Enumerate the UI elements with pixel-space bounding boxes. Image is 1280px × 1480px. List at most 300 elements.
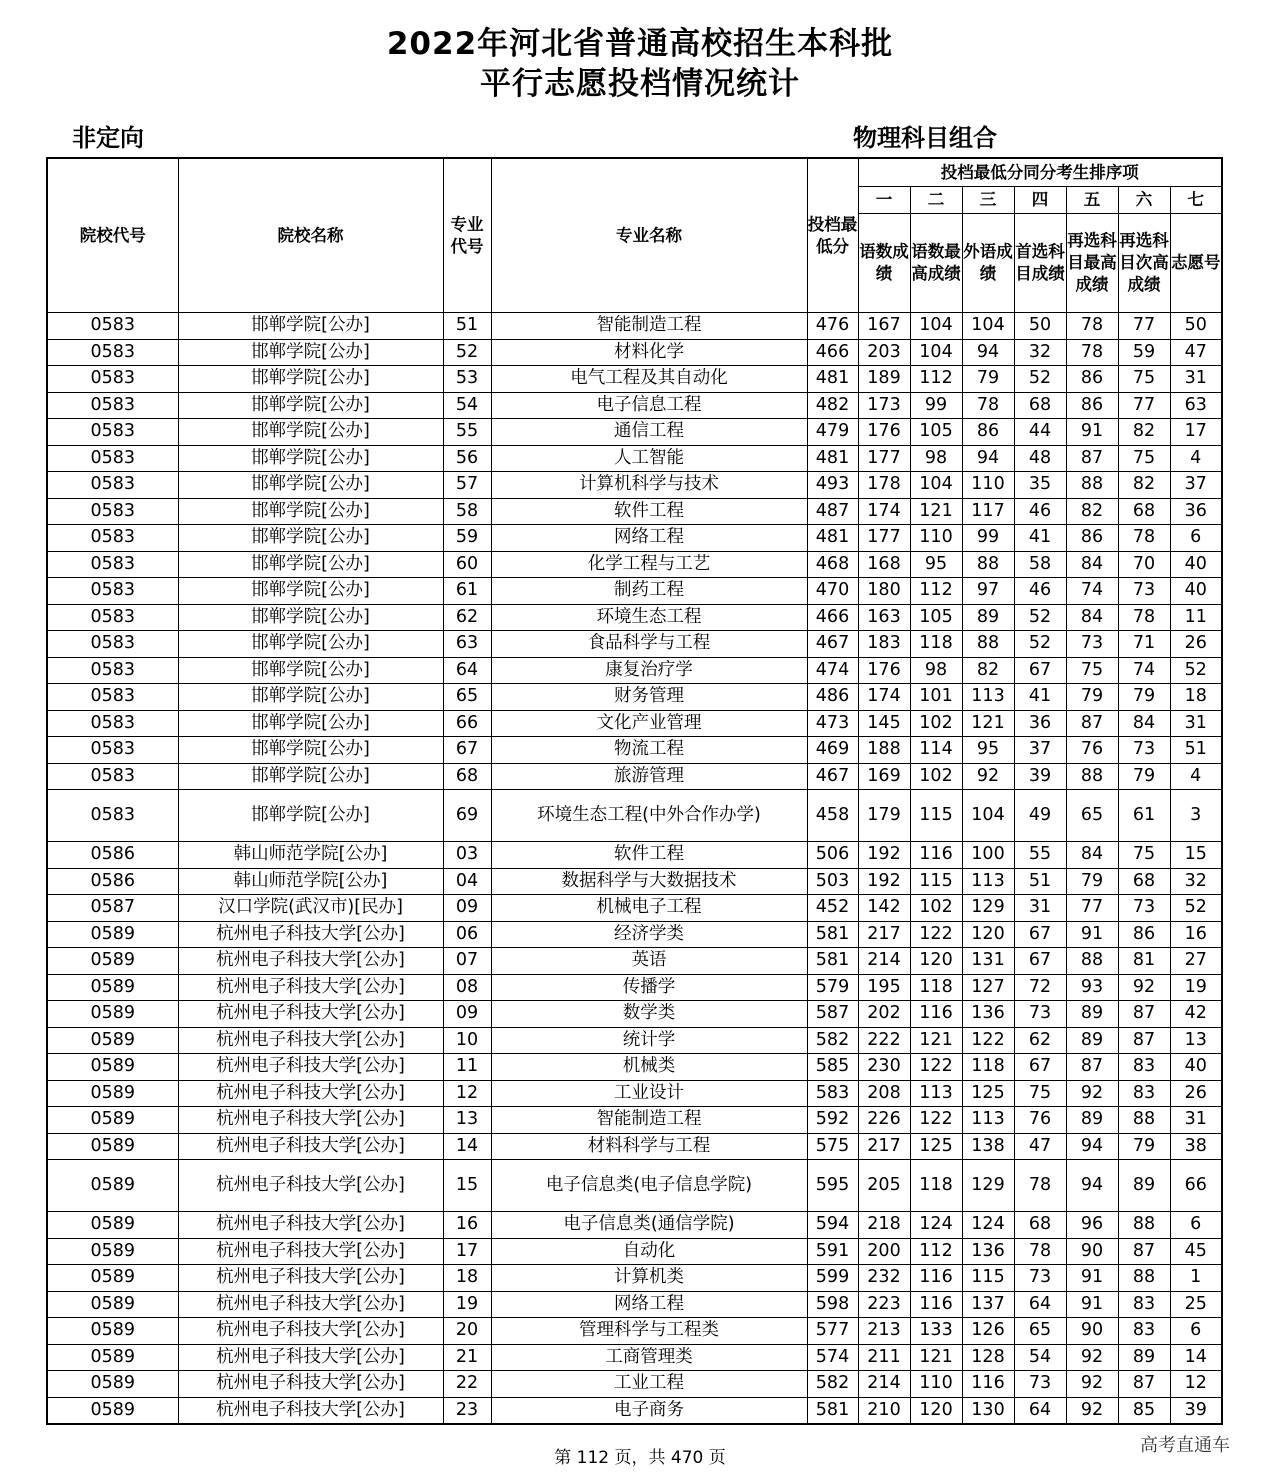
chinese-math-max-cell: 98 <box>910 445 962 472</box>
table-row <box>47 1133 1222 1160</box>
school-name-cell: 杭州电子科技大学[公办] <box>178 948 443 975</box>
foreign-language-cell: 104 <box>962 313 1014 340</box>
preference-number-cell: 63 <box>1170 392 1222 419</box>
header-primary-subject: 首选科目成绩 <box>1014 214 1066 313</box>
major-code-cell: 15 <box>443 1160 491 1212</box>
chinese-math-max-cell: 104 <box>910 472 962 499</box>
chinese-math-cell: 226 <box>858 1107 910 1134</box>
major-code-cell: 21 <box>443 1344 491 1371</box>
primary-subject-cell: 67 <box>1014 657 1066 684</box>
elective-second-cell: 77 <box>1118 313 1170 340</box>
header-rank-1: 一 <box>858 187 910 214</box>
school-code-cell: 0589 <box>47 1371 178 1398</box>
chinese-math-cell: 179 <box>858 790 910 842</box>
elective-max-cell: 84 <box>1066 842 1118 869</box>
elective-max-cell: 91 <box>1066 1265 1118 1292</box>
preference-number-cell: 40 <box>1170 1054 1222 1081</box>
major-code-cell: 68 <box>443 763 491 790</box>
major-name-cell: 电子信息工程 <box>491 392 807 419</box>
foreign-language-cell: 129 <box>962 895 1014 922</box>
table-row <box>47 1054 1222 1081</box>
chinese-math-max-cell: 105 <box>910 604 962 631</box>
major-code-cell: 51 <box>443 313 491 340</box>
school-name-cell: 杭州电子科技大学[公办] <box>178 1318 443 1345</box>
elective-second-cell: 73 <box>1118 895 1170 922</box>
elective-second-cell: 88 <box>1118 1212 1170 1239</box>
table-row <box>47 1027 1222 1054</box>
primary-subject-cell: 64 <box>1014 1397 1066 1424</box>
elective-second-cell: 73 <box>1118 578 1170 605</box>
elective-second-cell: 83 <box>1118 1318 1170 1345</box>
major-code-cell: 09 <box>443 1001 491 1028</box>
preference-number-cell: 3 <box>1170 790 1222 842</box>
chinese-math-max-cell: 125 <box>910 1133 962 1160</box>
school-name-cell: 杭州电子科技大学[公办] <box>178 1397 443 1424</box>
header-preference-number: 志愿号 <box>1170 214 1222 313</box>
major-code-cell: 56 <box>443 445 491 472</box>
elective-max-cell: 90 <box>1066 1238 1118 1265</box>
chinese-math-max-cell: 112 <box>910 578 962 605</box>
major-code-cell: 14 <box>443 1133 491 1160</box>
major-name-cell: 食品科学与工程 <box>491 631 807 658</box>
chinese-math-cell: 205 <box>858 1160 910 1212</box>
header-elective-second: 再选科目次高成绩 <box>1118 214 1170 313</box>
preference-number-cell: 39 <box>1170 1397 1222 1424</box>
primary-subject-cell: 78 <box>1014 1160 1066 1212</box>
chinese-math-cell: 183 <box>858 631 910 658</box>
major-name-cell: 管理科学与工程类 <box>491 1318 807 1345</box>
chinese-math-cell: 213 <box>858 1318 910 1345</box>
table-row <box>47 1080 1222 1107</box>
table-row <box>47 472 1222 499</box>
school-code-cell: 0583 <box>47 657 178 684</box>
elective-second-cell: 82 <box>1118 472 1170 499</box>
major-name-cell: 财务管理 <box>491 684 807 711</box>
major-name-cell: 工业工程 <box>491 1371 807 1398</box>
primary-subject-cell: 54 <box>1014 1344 1066 1371</box>
primary-subject-cell: 68 <box>1014 1212 1066 1239</box>
elective-second-cell: 82 <box>1118 419 1170 446</box>
major-name-cell: 英语 <box>491 948 807 975</box>
min-score-cell: 577 <box>807 1318 858 1345</box>
elective-max-cell: 89 <box>1066 1027 1118 1054</box>
table-row <box>47 1397 1222 1424</box>
chinese-math-cell: 192 <box>858 868 910 895</box>
major-code-cell: 52 <box>443 339 491 366</box>
chinese-math-max-cell: 105 <box>910 419 962 446</box>
major-code-cell: 06 <box>443 921 491 948</box>
header-major-name: 专业名称 <box>491 158 807 313</box>
min-score-cell: 469 <box>807 737 858 764</box>
min-score-cell: 467 <box>807 763 858 790</box>
page-title-line2: 平行志愿投档情况统计 <box>480 66 800 102</box>
min-score-cell: 468 <box>807 551 858 578</box>
primary-subject-cell: 75 <box>1014 1080 1066 1107</box>
preference-number-cell: 14 <box>1170 1344 1222 1371</box>
school-code-cell: 0583 <box>47 763 178 790</box>
header-major-code: 专业代号 <box>443 158 491 313</box>
foreign-language-cell: 100 <box>962 842 1014 869</box>
preference-number-cell: 45 <box>1170 1238 1222 1265</box>
major-code-cell: 12 <box>443 1080 491 1107</box>
school-name-cell: 杭州电子科技大学[公办] <box>178 1133 443 1160</box>
school-name-cell: 杭州电子科技大学[公办] <box>178 1160 443 1212</box>
primary-subject-cell: 31 <box>1014 895 1066 922</box>
major-name-cell: 智能制造工程 <box>491 1107 807 1134</box>
preference-number-cell: 6 <box>1170 525 1222 552</box>
min-score-cell: 592 <box>807 1107 858 1134</box>
table-row <box>47 419 1222 446</box>
major-code-cell: 66 <box>443 710 491 737</box>
school-code-cell: 0583 <box>47 631 178 658</box>
primary-subject-cell: 41 <box>1014 525 1066 552</box>
major-name-cell: 机械电子工程 <box>491 895 807 922</box>
primary-subject-cell: 68 <box>1014 392 1066 419</box>
major-code-cell: 20 <box>443 1318 491 1345</box>
elective-second-cell: 79 <box>1118 763 1170 790</box>
school-name-cell: 韩山师范学院[公办] <box>178 842 443 869</box>
foreign-language-cell: 130 <box>962 1397 1014 1424</box>
school-name-cell: 邯郸学院[公办] <box>178 551 443 578</box>
foreign-language-cell: 78 <box>962 392 1014 419</box>
preference-number-cell: 17 <box>1170 419 1222 446</box>
chinese-math-max-cell: 120 <box>910 1397 962 1424</box>
school-name-cell: 杭州电子科技大学[公办] <box>178 1107 443 1134</box>
header-tiebreak-group: 投档最低分同分考生排序项 <box>858 158 1222 187</box>
school-name-cell: 邯郸学院[公办] <box>178 472 443 499</box>
primary-subject-cell: 39 <box>1014 763 1066 790</box>
elective-second-cell: 61 <box>1118 790 1170 842</box>
min-score-cell: 574 <box>807 1344 858 1371</box>
table-row <box>47 1318 1222 1345</box>
major-code-cell: 03 <box>443 842 491 869</box>
foreign-language-cell: 99 <box>962 525 1014 552</box>
elective-max-cell: 79 <box>1066 684 1118 711</box>
major-name-cell: 康复治疗学 <box>491 657 807 684</box>
chinese-math-cell: 174 <box>858 684 910 711</box>
foreign-language-cell: 120 <box>962 921 1014 948</box>
chinese-math-cell: 188 <box>858 737 910 764</box>
elective-second-cell: 88 <box>1118 1265 1170 1292</box>
elective-max-cell: 75 <box>1066 657 1118 684</box>
primary-subject-cell: 58 <box>1014 551 1066 578</box>
header-rank-2: 二 <box>910 187 962 214</box>
elective-second-cell: 78 <box>1118 604 1170 631</box>
primary-subject-cell: 73 <box>1014 1371 1066 1398</box>
foreign-language-cell: 113 <box>962 1107 1014 1134</box>
min-score-cell: 487 <box>807 498 858 525</box>
school-code-cell: 0583 <box>47 737 178 764</box>
major-name-cell: 工业设计 <box>491 1080 807 1107</box>
elective-max-cell: 88 <box>1066 763 1118 790</box>
school-code-cell: 0589 <box>47 1238 178 1265</box>
elective-max-cell: 92 <box>1066 1080 1118 1107</box>
header-foreign-language: 外语成绩 <box>962 214 1014 313</box>
elective-max-cell: 94 <box>1066 1160 1118 1212</box>
table-row <box>47 1160 1222 1212</box>
min-score-cell: 581 <box>807 921 858 948</box>
preference-number-cell: 52 <box>1170 895 1222 922</box>
foreign-language-cell: 136 <box>962 1238 1014 1265</box>
min-score-cell: 594 <box>807 1212 858 1239</box>
chinese-math-cell: 223 <box>858 1291 910 1318</box>
chinese-math-cell: 168 <box>858 551 910 578</box>
table-row <box>47 1344 1222 1371</box>
table-row <box>47 631 1222 658</box>
foreign-language-cell: 79 <box>962 366 1014 393</box>
table-row <box>47 392 1222 419</box>
school-name-cell: 杭州电子科技大学[公办] <box>178 921 443 948</box>
preference-number-cell: 36 <box>1170 498 1222 525</box>
elective-second-cell: 74 <box>1118 657 1170 684</box>
elective-second-cell: 84 <box>1118 710 1170 737</box>
school-code-cell: 0583 <box>47 498 178 525</box>
primary-subject-cell: 52 <box>1014 604 1066 631</box>
min-score-cell: 482 <box>807 392 858 419</box>
school-name-cell: 邯郸学院[公办] <box>178 339 443 366</box>
foreign-language-cell: 97 <box>962 578 1014 605</box>
foreign-language-cell: 128 <box>962 1344 1014 1371</box>
major-code-cell: 18 <box>443 1265 491 1292</box>
table-row <box>47 525 1222 552</box>
elective-second-cell: 92 <box>1118 974 1170 1001</box>
chinese-math-max-cell: 104 <box>910 339 962 366</box>
school-code-cell: 0589 <box>47 1291 178 1318</box>
school-code-cell: 0583 <box>47 790 178 842</box>
header-min-score: 投档最低分 <box>807 158 858 313</box>
chinese-math-cell: 177 <box>858 525 910 552</box>
school-name-cell: 邯郸学院[公办] <box>178 684 443 711</box>
min-score-cell: 506 <box>807 842 858 869</box>
primary-subject-cell: 51 <box>1014 868 1066 895</box>
major-name-cell: 电子商务 <box>491 1397 807 1424</box>
min-score-cell: 583 <box>807 1080 858 1107</box>
primary-subject-cell: 78 <box>1014 1238 1066 1265</box>
school-name-cell: 杭州电子科技大学[公办] <box>178 1238 443 1265</box>
elective-second-cell: 59 <box>1118 339 1170 366</box>
foreign-language-cell: 122 <box>962 1027 1014 1054</box>
header-school-code: 院校代号 <box>47 158 178 313</box>
school-code-cell: 0589 <box>47 1027 178 1054</box>
school-code-cell: 0583 <box>47 366 178 393</box>
school-name-cell: 邯郸学院[公办] <box>178 631 443 658</box>
school-code-cell: 0583 <box>47 710 178 737</box>
major-code-cell: 54 <box>443 392 491 419</box>
school-name-cell: 邯郸学院[公办] <box>178 790 443 842</box>
chinese-math-cell: 189 <box>858 366 910 393</box>
major-code-cell: 67 <box>443 737 491 764</box>
elective-max-cell: 86 <box>1066 366 1118 393</box>
elective-second-cell: 88 <box>1118 1107 1170 1134</box>
chinese-math-max-cell: 118 <box>910 1160 962 1212</box>
preference-number-cell: 26 <box>1170 1080 1222 1107</box>
table-row <box>47 1107 1222 1134</box>
min-score-cell: 479 <box>807 419 858 446</box>
preference-number-cell: 11 <box>1170 604 1222 631</box>
chinese-math-max-cell: 118 <box>910 631 962 658</box>
preference-number-cell: 12 <box>1170 1371 1222 1398</box>
chinese-math-max-cell: 98 <box>910 657 962 684</box>
preference-number-cell: 42 <box>1170 1001 1222 1028</box>
primary-subject-cell: 41 <box>1014 684 1066 711</box>
school-name-cell: 杭州电子科技大学[公办] <box>178 1265 443 1292</box>
primary-subject-cell: 46 <box>1014 578 1066 605</box>
school-name-cell: 邯郸学院[公办] <box>178 419 443 446</box>
preference-number-cell: 51 <box>1170 737 1222 764</box>
foreign-language-cell: 116 <box>962 1371 1014 1398</box>
major-name-cell: 材料科学与工程 <box>491 1133 807 1160</box>
elective-max-cell: 90 <box>1066 1318 1118 1345</box>
chinese-math-max-cell: 113 <box>910 1080 962 1107</box>
school-name-cell: 韩山师范学院[公办] <box>178 868 443 895</box>
major-code-cell: 13 <box>443 1107 491 1134</box>
chinese-math-max-cell: 102 <box>910 710 962 737</box>
primary-subject-cell: 49 <box>1014 790 1066 842</box>
major-code-cell: 62 <box>443 604 491 631</box>
preference-number-cell: 13 <box>1170 1027 1222 1054</box>
foreign-language-cell: 95 <box>962 737 1014 764</box>
school-code-cell: 0589 <box>47 974 178 1001</box>
table-row <box>47 895 1222 922</box>
foreign-language-cell: 104 <box>962 790 1014 842</box>
school-name-cell: 杭州电子科技大学[公办] <box>178 1212 443 1239</box>
table-row <box>47 763 1222 790</box>
major-code-cell: 22 <box>443 1371 491 1398</box>
elective-max-cell: 91 <box>1066 921 1118 948</box>
preference-number-cell: 31 <box>1170 366 1222 393</box>
elective-second-cell: 79 <box>1118 1133 1170 1160</box>
table-row <box>47 1238 1222 1265</box>
elective-second-cell: 87 <box>1118 1001 1170 1028</box>
school-code-cell: 0583 <box>47 339 178 366</box>
table-row <box>47 1265 1222 1292</box>
elective-max-cell: 76 <box>1066 737 1118 764</box>
elective-max-cell: 82 <box>1066 498 1118 525</box>
table-header <box>47 158 1222 313</box>
school-name-cell: 邯郸学院[公办] <box>178 392 443 419</box>
preference-number-cell: 37 <box>1170 472 1222 499</box>
school-code-cell: 0583 <box>47 551 178 578</box>
elective-max-cell: 89 <box>1066 1107 1118 1134</box>
major-name-cell: 制药工程 <box>491 578 807 605</box>
foreign-language-cell: 129 <box>962 1160 1014 1212</box>
min-score-cell: 481 <box>807 445 858 472</box>
min-score-cell: 575 <box>807 1133 858 1160</box>
school-code-cell: 0589 <box>47 1265 178 1292</box>
chinese-math-max-cell: 121 <box>910 1027 962 1054</box>
chinese-math-cell: 145 <box>858 710 910 737</box>
elective-max-cell: 89 <box>1066 1001 1118 1028</box>
foreign-language-cell: 131 <box>962 948 1014 975</box>
elective-max-cell: 88 <box>1066 948 1118 975</box>
min-score-cell: 458 <box>807 790 858 842</box>
elective-max-cell: 65 <box>1066 790 1118 842</box>
table-row <box>47 657 1222 684</box>
elective-second-cell: 87 <box>1118 1238 1170 1265</box>
school-name-cell: 汉口学院(武汉市)[民办] <box>178 895 443 922</box>
major-name-cell: 软件工程 <box>491 498 807 525</box>
preference-number-cell: 16 <box>1170 921 1222 948</box>
major-name-cell: 软件工程 <box>491 842 807 869</box>
min-score-cell: 474 <box>807 657 858 684</box>
preference-number-cell: 50 <box>1170 313 1222 340</box>
elective-second-cell: 89 <box>1118 1160 1170 1212</box>
major-name-cell: 电子信息类(电子信息学院) <box>491 1160 807 1212</box>
school-code-cell: 0583 <box>47 525 178 552</box>
major-code-cell: 07 <box>443 948 491 975</box>
major-code-cell: 09 <box>443 895 491 922</box>
major-code-cell: 53 <box>443 366 491 393</box>
table-row <box>47 339 1222 366</box>
chinese-math-cell: 222 <box>858 1027 910 1054</box>
min-score-cell: 587 <box>807 1001 858 1028</box>
major-name-cell: 通信工程 <box>491 419 807 446</box>
school-name-cell: 邯郸学院[公办] <box>178 313 443 340</box>
chinese-math-cell: 200 <box>858 1238 910 1265</box>
primary-subject-cell: 67 <box>1014 921 1066 948</box>
elective-max-cell: 79 <box>1066 868 1118 895</box>
chinese-math-cell: 195 <box>858 974 910 1001</box>
primary-subject-cell: 67 <box>1014 948 1066 975</box>
elective-max-cell: 84 <box>1066 604 1118 631</box>
primary-subject-cell: 48 <box>1014 445 1066 472</box>
min-score-cell: 579 <box>807 974 858 1001</box>
major-code-cell: 11 <box>443 1054 491 1081</box>
school-name-cell: 杭州电子科技大学[公办] <box>178 1371 443 1398</box>
min-score-cell: 595 <box>807 1160 858 1212</box>
chinese-math-max-cell: 110 <box>910 525 962 552</box>
elective-second-cell: 83 <box>1118 1080 1170 1107</box>
chinese-math-max-cell: 118 <box>910 974 962 1001</box>
table-row <box>47 604 1222 631</box>
chinese-math-cell: 180 <box>858 578 910 605</box>
major-name-cell: 物流工程 <box>491 737 807 764</box>
school-name-cell: 杭州电子科技大学[公办] <box>178 974 443 1001</box>
major-code-cell: 65 <box>443 684 491 711</box>
preference-number-cell: 52 <box>1170 657 1222 684</box>
table-row <box>47 868 1222 895</box>
min-score-cell: 466 <box>807 339 858 366</box>
chinese-math-max-cell: 121 <box>910 1344 962 1371</box>
chinese-math-max-cell: 99 <box>910 392 962 419</box>
category-label: 非定向 <box>72 124 144 152</box>
foreign-language-cell: 94 <box>962 445 1014 472</box>
chinese-math-max-cell: 116 <box>910 1291 962 1318</box>
primary-subject-cell: 73 <box>1014 1001 1066 1028</box>
major-name-cell: 网络工程 <box>491 525 807 552</box>
major-name-cell: 计算机类 <box>491 1265 807 1292</box>
school-code-cell: 0586 <box>47 868 178 895</box>
school-name-cell: 邯郸学院[公办] <box>178 604 443 631</box>
elective-second-cell: 89 <box>1118 1344 1170 1371</box>
foreign-language-cell: 117 <box>962 498 1014 525</box>
primary-subject-cell: 37 <box>1014 737 1066 764</box>
table-row <box>47 948 1222 975</box>
foreign-language-cell: 115 <box>962 1265 1014 1292</box>
chinese-math-cell: 163 <box>858 604 910 631</box>
chinese-math-cell: 192 <box>858 842 910 869</box>
school-code-cell: 0589 <box>47 921 178 948</box>
chinese-math-max-cell: 112 <box>910 1238 962 1265</box>
min-score-cell: 466 <box>807 604 858 631</box>
major-name-cell: 环境生态工程(中外合作办学) <box>491 790 807 842</box>
major-name-cell: 机械类 <box>491 1054 807 1081</box>
min-score-cell: 585 <box>807 1054 858 1081</box>
min-score-cell: 581 <box>807 948 858 975</box>
chinese-math-cell: 211 <box>858 1344 910 1371</box>
subject-group-label: 物理科目组合 <box>853 124 997 152</box>
elective-second-cell: 87 <box>1118 1371 1170 1398</box>
